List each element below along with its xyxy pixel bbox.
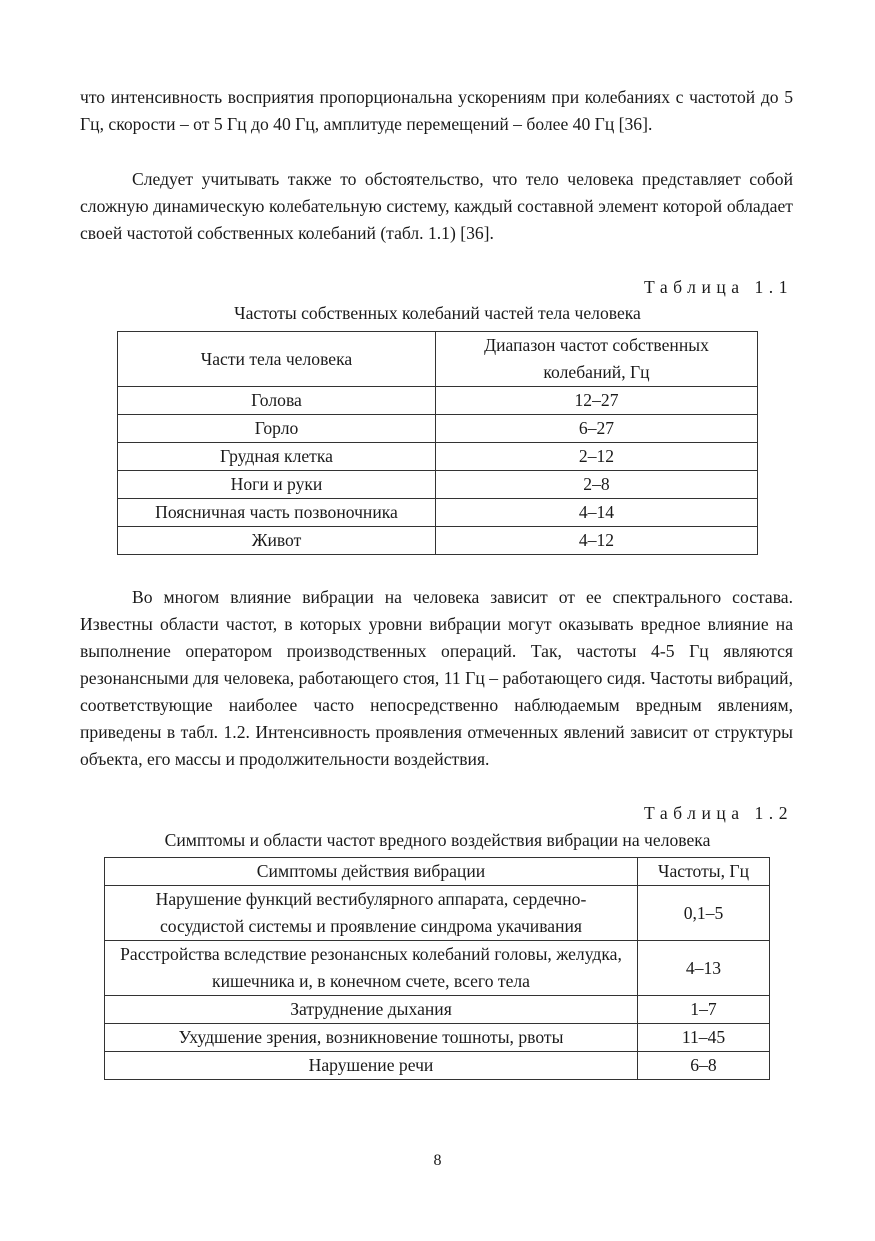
table-cell: Нарушение речи bbox=[105, 1052, 638, 1080]
table-cell: 6–8 bbox=[638, 1052, 770, 1080]
table-row bbox=[118, 415, 758, 443]
table-cell: 0,1–5 bbox=[638, 886, 770, 941]
table-row bbox=[118, 499, 758, 527]
table2-header-row bbox=[105, 858, 770, 886]
table-row bbox=[118, 443, 758, 471]
table2-header-cell: Частоты, Гц bbox=[638, 858, 770, 886]
paragraph-spectral: Во многом влияние вибрации на человека зависит от ее спектрального состава. Известны области частот, в которых уровни вибрации могут оказывать вредное влияние на выполнение оператором производственных операций. Так, частоты 4-5 Гц являются резонансными для человека, работающего стоя, 11 Гц – работающего сидя. Частоты вибраций, соответствующие наиболее часто непосредственно наблюдаемым вредным явлениям, приведены в табл. 1.2. Интенсивность проявления отмеченных явлений зависит от структуры объекта, его массы и продолжительности воздействия. bbox=[80, 587, 793, 769]
table-cell: Расстройства вследствие резонансных колебаний головы, желудка, кишечника и, в конечном счете, всего тела bbox=[105, 941, 638, 996]
table1-header-cell: Диапазон частот собственных колебаний, Гц bbox=[436, 332, 758, 387]
table1-caption: Частоты собственных колебаний частей тела человека bbox=[234, 303, 641, 323]
table-cell: 6–27 bbox=[436, 415, 758, 443]
table-cell: 1–7 bbox=[638, 996, 770, 1024]
table-cell: Затруднение дыхания bbox=[105, 996, 638, 1024]
table1-label: Таблица 1.1 bbox=[644, 277, 793, 297]
table-row bbox=[105, 996, 770, 1024]
table-row bbox=[118, 471, 758, 499]
table-cell: 4–14 bbox=[436, 499, 758, 527]
table1-header-cell: Части тела человека bbox=[118, 332, 436, 387]
table-cell: Ноги и руки bbox=[118, 471, 436, 499]
table-row bbox=[118, 387, 758, 415]
table-cell: Нарушение функций вестибулярного аппарата, сердечно-сосудистой системы и проявление синдрома укачивания bbox=[105, 886, 638, 941]
table2 bbox=[104, 857, 770, 1080]
table-cell: 4–12 bbox=[436, 527, 758, 555]
paragraph-body-system: Следует учитывать также то обстоятельство, что тело человека представляет собой сложную динамическую колебательную систему, каждый составной элемент которой обладает своей частотой собственных колебаний (табл. 1.1) [36]. bbox=[80, 169, 793, 243]
table-cell: 2–8 bbox=[436, 471, 758, 499]
table-row bbox=[105, 941, 770, 996]
page-number: 8 bbox=[433, 1152, 442, 1169]
table2-label: Таблица 1.2 bbox=[644, 803, 793, 823]
table-cell: 11–45 bbox=[638, 1024, 770, 1052]
table-cell: Ухудшение зрения, возникновение тошноты, рвоты bbox=[105, 1024, 638, 1052]
table1 bbox=[117, 331, 758, 555]
table-cell: 2–12 bbox=[436, 443, 758, 471]
table-cell: Грудная клетка bbox=[118, 443, 436, 471]
table1-header-row bbox=[118, 332, 758, 387]
table-row bbox=[105, 886, 770, 941]
table-cell: Живот bbox=[118, 527, 436, 555]
table-cell: 4–13 bbox=[638, 941, 770, 996]
table-row bbox=[105, 1052, 770, 1080]
table2-header-cell: Симптомы действия вибрации bbox=[105, 858, 638, 886]
table2-caption: Симптомы и области частот вредного воздействия вибрации на человека bbox=[164, 830, 711, 850]
table-cell: Голова bbox=[118, 387, 436, 415]
table-cell: Поясничная часть позвоночника bbox=[118, 499, 436, 527]
table-row bbox=[105, 1024, 770, 1052]
table-cell: Горло bbox=[118, 415, 436, 443]
table-row bbox=[118, 527, 758, 555]
table-cell: 12–27 bbox=[436, 387, 758, 415]
paragraph-intro: что интенсивность восприятия пропорциональна ускорениям при колебаниях с частотой до 5 Гц, скорости – от 5 Гц до 40 Гц, амплитуде перемещений – более 40 Гц [36]. bbox=[80, 87, 793, 134]
